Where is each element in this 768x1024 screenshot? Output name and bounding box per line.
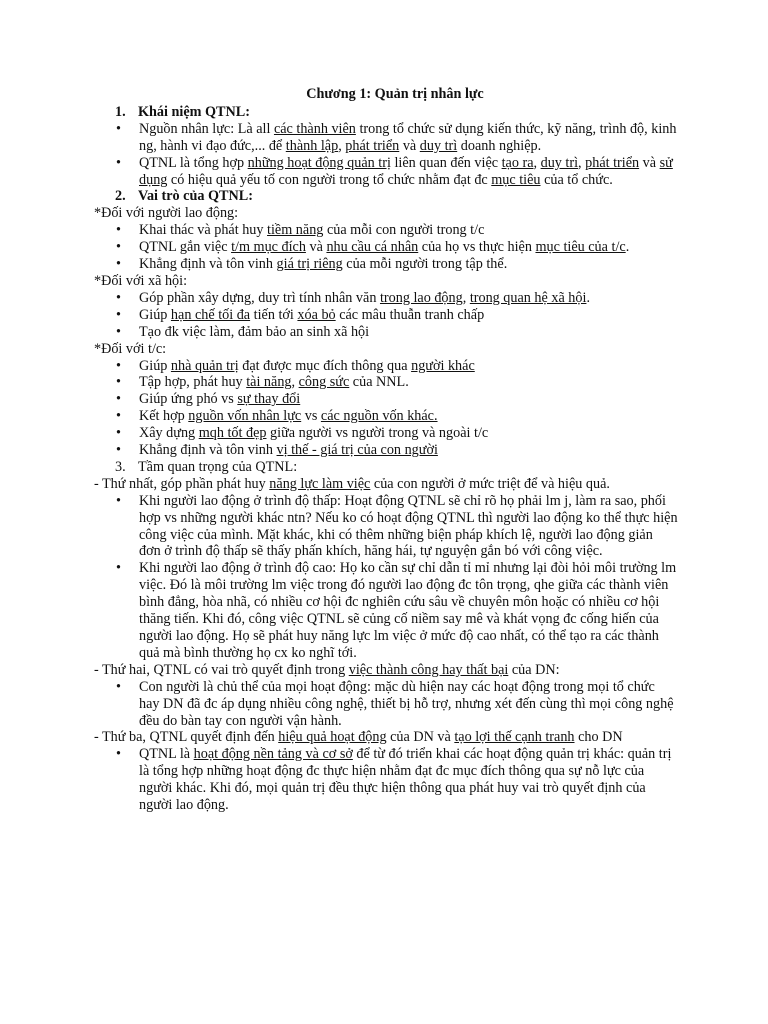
bullet-icon: • (116, 120, 121, 137)
text-run: tiến tới (250, 306, 298, 323)
text-run: của DN: (508, 661, 560, 678)
list-item (94, 746, 678, 814)
paragraph (94, 476, 678, 493)
text-run: Tập hợp, phát huy (139, 374, 247, 391)
underlined-text: phát triển (585, 154, 640, 171)
text-run: Tạo đk việc làm, đảm bảo an sinh xã hội (139, 323, 370, 340)
text-run: Khi người lao động ở trình độ thấp: Hoạt động QTNL sẽ chỉ rõ họ phải lm j, làm ra sao, phối hợp vs những người khác ntn? Nếu ko có hoạt động QTNL thì người lao động ko thể thực hiện công việc của mình. Mặt khác, khi có thêm những biện pháp khích lệ, người lao động giản đơn ở trình độ thấp sẽ thấy phấn khích, hăng hái, tự nguyện gắn bó với công việc. (139, 492, 678, 560)
heading-text: Khái niệm QTNL: (138, 103, 250, 120)
underlined-text: thành lập (285, 137, 339, 154)
underlined-text: mục tiêu của t/c (535, 239, 626, 256)
text-run: QTNL là tổng hợp (139, 154, 248, 171)
underlined-text: trong quan hệ xã hội (469, 289, 587, 306)
group-label: *Đối với t/c: (94, 340, 167, 357)
text-run: của mỗi con người trong t/c (323, 222, 485, 239)
text-run: Khai thác và phát huy (139, 222, 268, 239)
text-run: - Thứ nhất, góp phần phát huy (94, 475, 270, 492)
bullet-icon: • (116, 256, 121, 273)
list-item (94, 239, 678, 256)
heading-number: 3. (115, 458, 126, 475)
list-item (94, 408, 678, 425)
underlined-text: duy trì (540, 154, 579, 171)
underlined-text: tạo ra (501, 154, 534, 171)
text-run: để từ đó triển khai các hoạt động quản trị khác: quản trị là tổng hợp những hoạt động đc thực hiện nhằm đạt đc mục đích thông qua sự nỗ lực của người khác. Khi đó, mọi quản trị đều thực hiện thông qua phát huy vai trò quyết định của người lao động. (139, 746, 672, 814)
text-run: giữa người vs người trong và ngoài t/c (266, 425, 489, 442)
underlined-text: mqh tốt đẹp (198, 425, 267, 442)
underlined-text: những hoạt động quản trị (247, 154, 391, 171)
bullet-icon: • (116, 678, 121, 695)
text-run: Giúp (139, 306, 171, 323)
list-item (94, 121, 678, 155)
text-run: các mâu thuẫn tranh chấp (335, 306, 485, 323)
list-item (94, 679, 678, 730)
bullet-icon: • (116, 492, 121, 509)
underlined-text: t/m mục đích (231, 239, 306, 256)
underlined-text: các nguồn vốn khác. (320, 408, 438, 425)
text-run: , (533, 154, 541, 171)
bullet-icon: • (116, 357, 121, 374)
bullet-icon: • (116, 391, 121, 408)
page-title: Chương 1: Quản trị nhân lực (306, 86, 484, 102)
text-run: Giúp ứng phó vs (139, 391, 238, 408)
list-item (94, 307, 678, 324)
bullet-list (94, 290, 678, 341)
underlined-text: nguồn vốn nhân lực (188, 408, 302, 425)
list-item (94, 290, 678, 307)
underlined-text: tiềm năng (267, 222, 324, 239)
underlined-text: sử dụng (139, 154, 673, 188)
list-item (94, 391, 678, 408)
heading-text: Tầm quan trọng của QTNL: (138, 458, 298, 475)
list-item (94, 374, 678, 391)
underlined-text: nhu cầu cá nhân (326, 239, 419, 256)
text-run: Nguồn nhân lực: Là all (139, 120, 274, 137)
text-run: Kết hợp (139, 408, 189, 425)
underlined-text: người khác (411, 357, 475, 374)
list-item (94, 222, 678, 239)
underlined-text: tạo lợi thế cạnh tranh (454, 729, 575, 746)
bullet-icon: • (116, 560, 121, 577)
text-run: của NNL. (349, 374, 409, 391)
bullet-icon: • (116, 154, 121, 171)
underlined-text: giá trị riêng (276, 256, 343, 273)
underlined-text: duy trì (419, 137, 458, 154)
underlined-text: sự thay đổi (237, 391, 301, 408)
paragraph (94, 729, 678, 746)
text-run: và (305, 239, 327, 256)
group-label: *Đối với xã hội: (94, 272, 188, 289)
heading-number: 1. (115, 103, 126, 120)
underlined-text: vị thế - giá trị của con người (276, 442, 438, 459)
underlined-text: hạn chế tối đa (170, 306, 251, 323)
list-item (94, 493, 678, 561)
text-run: và (639, 154, 660, 171)
text-run: Khẳng định và tôn vinh (139, 256, 277, 273)
text-run: Khi người lao động ở trình độ cao: Họ ko cần sự chỉ dẫn tỉ mỉ nhưng lại đòi hỏi môi trường lm việc. Đó là môi trường lm việc trong đó người lao động đc tôn trọng, qhe giữa các thành viên bình đẳng, hòa nhã, có nhiều cơ hội đc nghiên cứu sâu về chuyên môn hoặc có nhiều cơ hội thăng tiến. Khi đó, công việc QTNL sẽ củng cố niềm say mê và khát vọng đc cống hiến của người lao động. Họ sẽ phát huy năng lực lm việc ở mức độ cao nhất, có thể tạo ra các thành quả mà bình thường họ cx ko nghĩ tới. (139, 560, 677, 661)
text-run: QTNL là (139, 746, 194, 763)
bullet-list (94, 493, 678, 662)
bullet-icon: • (116, 323, 121, 340)
bullet-list (94, 746, 678, 814)
bullet-list (94, 679, 678, 730)
bullet-icon: • (116, 442, 121, 459)
heading-3 (94, 459, 678, 476)
text-run: đạt được mục đích thông qua (238, 357, 412, 374)
underlined-text: nhà quản trị (170, 357, 239, 374)
text-run: cho DN (574, 729, 623, 746)
heading-2 (94, 188, 678, 205)
text-run: của mỗi người trong tập thể. (342, 256, 508, 273)
heading-1 (94, 104, 678, 121)
text-run: Con người là chủ thể của mọi hoạt động: mặc dù hiện nay các hoạt động trong mọi tổ chức hay DN đã đc áp dụng nhiều công nghệ, thiết bị hỗ trợ, nhưng xét đến cùng thì mọi công nghệ đều do bàn tay con người vận hành. (139, 678, 674, 729)
underlined-text: tài năng (246, 374, 292, 391)
text-run: của tổ chức. (540, 171, 613, 188)
text-run: . (625, 239, 630, 256)
text-run: trong tổ chức sử dụng kiến thức, kỹ năng, trình độ, kinh ng, hành vi đạo đức,... để (139, 120, 677, 154)
bullet-icon: • (116, 306, 121, 323)
text-run: QTNL gắn việc (139, 239, 232, 256)
bullet-icon: • (116, 239, 121, 256)
text-run: - Thứ hai, QTNL có vai trò quyết định trong (94, 661, 349, 678)
heading-number: 2. (115, 188, 126, 205)
document-body (94, 86, 678, 814)
list-item (94, 324, 678, 341)
text-run: , (462, 289, 470, 306)
text-run: Giúp (139, 357, 171, 374)
list-item (94, 560, 678, 661)
bullet-list (94, 222, 678, 273)
list-item (94, 358, 678, 375)
underlined-text: mục tiêu (491, 171, 541, 188)
bullet-icon: • (116, 374, 121, 391)
bullet-list (94, 358, 678, 459)
list-item (94, 256, 678, 273)
bullet-list (94, 121, 678, 189)
bullet-icon: • (116, 425, 121, 442)
bullet-icon: • (116, 289, 121, 306)
text-run: - Thứ ba, QTNL quyết định đến (94, 729, 279, 746)
list-item (94, 425, 678, 442)
text-run: . (586, 289, 590, 306)
bullet-icon: • (116, 746, 121, 763)
text-run: của họ vs thực hiện (418, 239, 536, 256)
text-run: Góp phần xây dựng, duy trì tính nhân văn (139, 289, 380, 306)
underlined-text: trong lao động (379, 289, 463, 306)
underlined-text: công sức (298, 374, 350, 391)
text-run: doanh nghiệp. (457, 137, 542, 154)
paragraph (94, 662, 678, 679)
heading-text: Vai trò của QTNL: (138, 188, 253, 205)
text-run: , (338, 137, 346, 154)
underlined-text: xóa bỏ (297, 306, 336, 323)
text-run: của DN và (386, 729, 455, 746)
text-run: , (578, 154, 586, 171)
text-run: Khẳng định và tôn vinh (139, 442, 277, 459)
text-run: liên quan đến việc (390, 154, 502, 171)
text-run: của con người ở mức triệt để và hiệu quả. (370, 475, 610, 492)
list-item (94, 442, 678, 459)
bullet-icon: • (116, 408, 121, 425)
group-label: *Đối với người lao động: (94, 205, 239, 222)
underlined-text: hoạt động nền tảng và cơ sở (193, 746, 353, 763)
list-item (94, 155, 678, 189)
bullet-icon: • (116, 222, 121, 239)
underlined-text: hiệu quả hoạt động (278, 729, 387, 746)
underlined-text: năng lực làm việc (269, 475, 371, 492)
text-run: có hiệu quả yếu tố con người trong tổ chức nhằm đạt đc (167, 171, 492, 188)
text-run: Xây dựng (139, 425, 199, 442)
underlined-text: việc thành công hay thất bại (348, 661, 509, 678)
text-run: vs (301, 408, 321, 425)
underlined-text: phát triển (345, 137, 400, 154)
text-run: và (399, 137, 420, 154)
text-run: , (291, 374, 299, 391)
underlined-text: các thành viên (273, 120, 356, 137)
